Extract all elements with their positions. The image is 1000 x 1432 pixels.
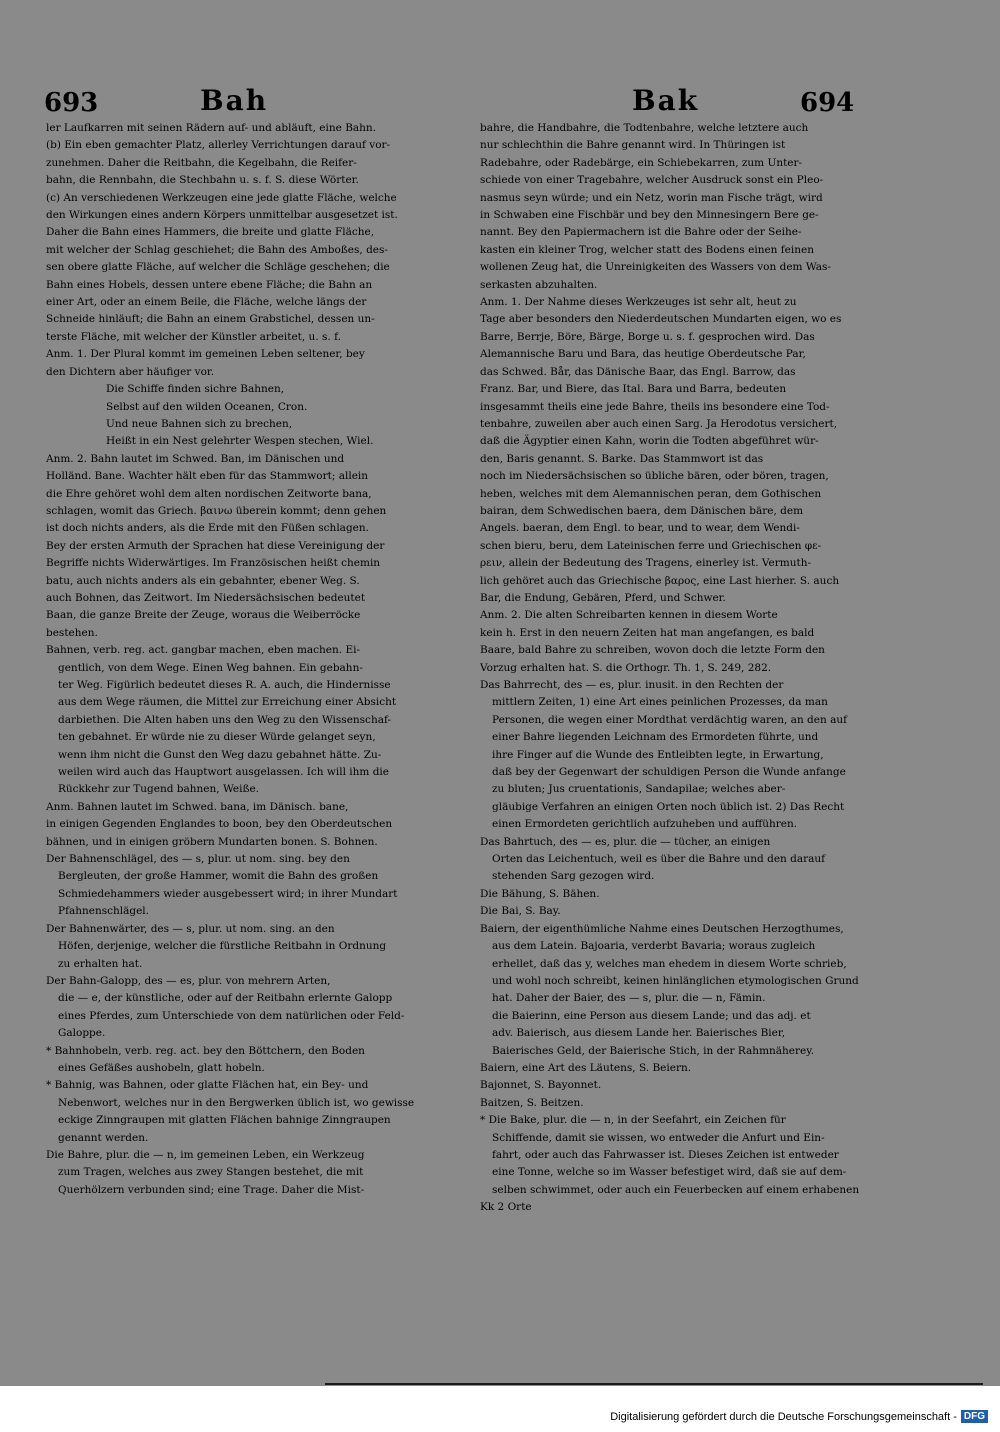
text-line: Die Bai, S. Bay. — [480, 905, 561, 918]
text-line: schen bieru, beru, dem Lateinischen ferre und Griechischen φε- — [480, 539, 822, 552]
text-line: Baiern, der eigenthümliche Nahme eines Deutschen Herzogthumes, — [480, 922, 844, 935]
text-line: kein h. Erst in den neuern Zeiten hat man angefangen, es bald — [480, 626, 815, 639]
text-line: Anm. 1. Der Plural kommt im gemeinen Leben seltener, bey — [46, 348, 365, 361]
text-line: Rückkehr zur Tugend bahnen, Weiße. — [58, 783, 260, 796]
text-line: * Bahnhobeln, verb. reg. act. bey den Böttchern, den Boden — [46, 1044, 365, 1057]
text-line: Baierisches Geld, der Baierische Stich, in der Rahmnäherey. — [492, 1044, 815, 1057]
text-line: Die Schiffe finden sichre Bahnen, — [106, 383, 285, 396]
text-line: daß die Ägyptier einen Kahn, worin die Todten abgeführet wür- — [480, 435, 819, 448]
text-line: mit welcher der Schlag geschiehet; die Bahn des Amboßes, des- — [46, 243, 388, 256]
footer-credit-bar — [610, 1410, 988, 1423]
text-line: Das Bahrrecht, des — es, plur. inusit. in den Rechten der — [480, 679, 784, 691]
text-line: stehenden Sarg gezogen wird. — [492, 870, 655, 883]
text-line: Selbst auf den wilden Oceanen, Cron. — [106, 400, 308, 413]
text-line: lich gehöret auch das Griechische βαρος, eine Last hierher. S. auch — [480, 574, 840, 587]
text-line: aus dem Latein. Bajoaria, verderbt Bavaria; woraus zugleich — [492, 940, 816, 953]
text-line: in einigen Gegenden Englandes to boon, bey den Oberdeutschen — [46, 818, 393, 831]
text-line: fahrt, oder auch das Fahrwasser ist. Dieses Zeichen ist entweder — [492, 1148, 839, 1161]
text-line: schiede von einer Tragebahre, welcher Ausdruck sonst ein Pleo- — [480, 174, 824, 187]
text-line: Franz. Bar, und Biere, das Ital. Bara und Barra, bedeuten — [480, 383, 787, 396]
text-line: (c) An verschiedenen Werkzeugen eine jede glatte Fläche, welche — [46, 191, 397, 204]
right-page-number: 694 — [800, 88, 855, 118]
text-line: einer Art, oder an einem Beile, die Fläche, welche längs der — [46, 296, 367, 309]
text-line: Anm. Bahnen lautet im Schwed. bana, im Dänisch. bane, — [46, 800, 349, 813]
text-line: * Bahnig, was Bahnen, oder glatte Flächen hat, ein Bey- und — [46, 1079, 369, 1092]
text-line: ter Weg. Figürlich bedeutet dieses R. A. auch, die Hindernisse — [58, 679, 391, 691]
text-line: Galoppe. — [58, 1027, 106, 1040]
text-line: in Schwaben eine Fischbär und bey den Minnesingern Bere ge- — [480, 209, 819, 222]
text-line: daß bey der Gegenwart der schuldigen Person die Wunde anfange — [492, 766, 846, 779]
text-line: terste Fläche, mit welcher der Künstler arbeitet, u. s. f. — [46, 330, 341, 343]
text-line: Personen, die wegen einer Mordthat verdächtig waren, an den auf — [492, 713, 847, 726]
text-line: Bajonnet, S. Bayonnet. — [480, 1079, 602, 1092]
text-line: den Dichtern aber häufiger vor. — [46, 365, 215, 378]
text-line: zum Tragen, welches aus zwey Stangen bestehet, die mit — [58, 1166, 364, 1179]
text-line: ten gebahnet. Er würde nie zu dieser Würde gelanget seyn, — [58, 731, 376, 744]
text-line: und wohl noch schreibt, keinen hinlänglichen etymologischen Grund — [492, 974, 859, 987]
text-line: den, Baris genannt. S. Barke. Das Stammwort ist das — [480, 452, 764, 465]
right-head-word: Bak — [632, 84, 700, 117]
text-line: bestehen. — [46, 626, 98, 639]
text-line: Anm. 2. Die alten Schreibarten kennen in diesem Worte — [480, 609, 778, 622]
text-line: noch im Niedersächsischen so übliche bären, oder bören, tragen, — [480, 470, 829, 483]
text-line: Höfen, derjenige, welcher die fürstliche Reitbahn in Ordnung — [58, 940, 387, 953]
text-line: zu erhalten hat. — [58, 957, 143, 970]
text-line: Anm. 1. Der Nahme dieses Werkzeuges ist sehr alt, heut zu — [480, 296, 797, 309]
text-line: Angels. baeran, dem Engl. to bear, und to wear, dem Wendi- — [480, 522, 800, 535]
text-line: schlagen, womit das Griech. βαινω überein kommt; denn gehen — [46, 504, 387, 517]
text-line: Baare, bald Bahre zu schreiben, wovon doch die letzte Form den — [480, 644, 825, 657]
text-line: ihre Finger auf die Wunde des Entleibten legte, in Erwartung, — [492, 748, 824, 761]
text-line: nur schlechthin die Bahre genannt wird. In Thüringen ist — [480, 139, 786, 152]
text-line: Das Bahrtuch, des — es, plur. die — tücher, an einigen — [480, 835, 771, 848]
text-line: das Schwed. Bår, das Dänische Baar, das Engl. Barrow, das — [480, 365, 796, 378]
text-line: Bergleuten, der große Hammer, womit die Bahn des großen — [58, 870, 379, 883]
text-line: Nebenwort, welches nur in den Bergwerken üblich ist, wo gewisse — [58, 1096, 415, 1109]
dfg-logo: DFG — [961, 1410, 988, 1423]
text-line: zu bluten; Jus cruentationis, Sandapilae; welches aber- — [492, 783, 786, 796]
text-line: Tage aber besonders den Niederdeutschen Mundarten eigen, wo es — [480, 313, 842, 326]
text-line: eines Gefäßes aushobeln, glatt hobeln. — [58, 1061, 265, 1074]
text-line: aus dem Wege räumen, die Mittel zur Erreichung einer Absicht — [58, 696, 397, 709]
text-line: ist doch nichts anders, als die Erde mit den Füßen schlagen. — [46, 522, 369, 535]
text-line: sen obere glatte Fläche, auf welcher die Schläge geschehen; die — [46, 261, 390, 274]
text-line: mittlern Zeiten, 1) eine Art eines peinlichen Prozesses, da man — [492, 696, 828, 709]
text-line: wollenen Zeug hat, die Unreinigkeiten des Wassers von dem Was- — [480, 261, 831, 274]
text-line: adv. Baierisch, aus diesem Lande her. Baierisches Bier, — [492, 1027, 786, 1040]
text-line: Pfahnenschlägel. — [58, 905, 149, 918]
text-line: Baan, die ganze Breite der Zeuge, woraus die Weiberröcke — [46, 609, 361, 622]
text-line: Anm. 2. Bahn lautet im Schwed. Ban, im Dänischen und — [46, 452, 345, 465]
text-line: eines Pferdes, zum Unterschiede von dem natürlichen oder Feld- — [58, 1009, 405, 1022]
text-line: Baitzen, S. Beitzen. — [480, 1096, 584, 1109]
text-line: Bahnen, verb. reg. act. gangbar machen, eben machen. Ei- — [46, 644, 361, 657]
text-line: hat. Daher der Baier, des — s, plur. die — n, Fämin. — [492, 992, 766, 1005]
text-line: Querhölzern verbunden sind; eine Trage. Daher die Mist- — [58, 1183, 365, 1196]
text-line: Radebahre, oder Radebärge, ein Schiebekarren, zum Unter- — [480, 156, 803, 169]
text-line: Heißt in ein Nest gelehrter Wespen stechen, Wiel. — [106, 435, 374, 448]
text-line: Begriffe nichts Widerwärtiges. Im Französischen heißt chemin — [46, 557, 381, 570]
text-line: den Wirkungen eines andern Körpers unmittelbar ausgesetzet ist. — [46, 209, 398, 222]
left-head-word: Bah — [200, 84, 269, 117]
text-line: Der Bahn-Galopp, des — es, plur. von mehrern Arten, — [46, 974, 331, 987]
text-line: erhellet, daß das y, welches man ehedem in diesem Worte schrieb, — [492, 957, 847, 970]
footer-credit-text: Digitalisierung gefördert durch die Deutsche Forschungsgemeinschaft - — [610, 1410, 957, 1423]
text-line: Vorzug erhalten hat. S. die Orthogr. Th. 1, S. 249, 282. — [480, 661, 772, 674]
left-text-column — [46, 120, 464, 1199]
text-line: die Baierinn, eine Person aus diesem Lande; und das adj. et — [492, 1009, 811, 1022]
text-line: bähnen, und in einigen gröbern Mundarten bonen. S. Bohnen. — [46, 835, 378, 848]
text-line: bahre, die Handbahre, die Todtenbahre, welche letztere auch — [480, 122, 809, 134]
text-line: batu, auch nichts anders als ein gebahnter, ebener Weg. S. — [46, 574, 360, 587]
text-line: wenn ihm nicht die Gunst den Weg dazu gebahnet hätte. Zu- — [58, 748, 382, 761]
text-line: nasmus seyn würde; und ein Netz, worin man Fische trägt, wird — [480, 191, 823, 204]
text-line: serkasten abzuhalten. — [480, 278, 598, 291]
text-line: Holländ. Bane. Wachter hält eben für das Stammwort; allein — [46, 470, 369, 483]
text-line: tenbahre, zuweilen aber auch einen Sarg. Ja Herodotus versichert, — [480, 417, 838, 430]
text-line: Alemannische Baru und Bara, das heutige Oberdeutsche Par, — [480, 348, 806, 361]
text-line: Bahn eines Hobels, dessen untere ebene Fläche; die Bahn an — [46, 278, 373, 291]
text-line: ρειν, allein der Bedeutung des Tragens, einerley ist. Vermuth- — [480, 557, 812, 570]
right-text-column — [480, 120, 898, 1217]
text-line: genannt werden. — [58, 1131, 149, 1144]
text-line: einer Bahre liegenden Leichnam des Ermordeten führte, und — [492, 731, 819, 744]
text-line: die — e, der künstliche, oder auf der Reitbahn erlernte Galopp — [58, 992, 393, 1005]
text-line: eckige Zinngraupen mit glatten Flächen bahnige Zinngraupen — [58, 1114, 391, 1127]
text-line: eine Tonne, welche so im Wasser befestiget wird, daß sie auf dem- — [492, 1166, 847, 1179]
text-line: insgesammt theils eine jede Bahre, theils ins besondere eine Tod- — [480, 400, 830, 413]
text-line: Bar, die Endung, Gebären, Pferd, und Schwer. — [480, 591, 726, 604]
text-line: * Die Bake, plur. die — n, in der Seefahrt, ein Zeichen für — [480, 1114, 786, 1127]
text-line: kasten ein kleiner Trog, welcher statt des Bodens einen feinen — [480, 243, 814, 256]
left-page-number: 693 — [44, 88, 99, 118]
text-line: gläubige Verfahren an einigen Orten noch üblich ist. 2) Das Recht — [492, 800, 845, 813]
text-line: einen Ermordeten gerichtlich aufzuheben und aufführen. — [492, 818, 798, 831]
text-line: Der Bahnenwärter, des — s, plur. ut nom. sing. an den — [46, 922, 335, 935]
text-line: Daher die Bahn eines Hammers, die breite und glatte Fläche, — [46, 226, 375, 239]
text-line: Der Bahnenschlägel, des — s, plur. ut nom. sing. bey den — [46, 853, 350, 866]
text-line: Und neue Bahnen sich zu brechen, — [106, 417, 293, 430]
text-line: Bey der ersten Armuth der Sprachen hat diese Vereinigung der — [46, 539, 385, 552]
bottom-rule — [325, 1383, 983, 1385]
text-line: Kk 2 Orte — [480, 1201, 532, 1214]
text-line: Schneide hinläuft; die Bahn an einem Grabstichel, dessen un- — [46, 313, 375, 326]
text-line: bahn, die Rennbahn, die Stechbahn u. s. f. S. diese Wörter. — [46, 174, 359, 187]
text-line: weilen wird auch das Hauptwort ausgelassen. Ich will ihm die — [58, 766, 390, 779]
text-line: Die Bahre, plur. die — n, im gemeinen Leben, ein Werkzeug — [46, 1148, 365, 1161]
text-line: Baiern, eine Art des Läutens, S. Beiern. — [480, 1061, 692, 1074]
text-line: zunehmen. Daher die Reitbahn, die Kegelbahn, die Reifer- — [46, 156, 357, 169]
text-line: Orten das Leichentuch, weil es über die Bahre und den darauf — [492, 853, 826, 866]
text-line: die Ehre gehöret wohl dem alten nordischen Zeitworte bana, — [46, 487, 372, 500]
text-line: Die Bähung, S. Bähen. — [480, 887, 600, 900]
text-line: darbiethen. Die Alten haben uns den Weg zu den Wissenschaf- — [58, 713, 392, 726]
text-line: heben, welches mit dem Alemannischen peran, dem Gothischen — [480, 487, 822, 500]
text-line: Schiffende, damit sie wissen, wo entweder die Anfurt und Ein- — [492, 1131, 825, 1144]
text-line: Barre, Berrje, Böre, Bärge, Borge u. s. f. gesprochen wird. Das — [480, 330, 815, 343]
text-line: selben schwimmet, oder auch ein Feuerbecken auf einem erhabenen — [492, 1183, 860, 1196]
text-line: nannt. Bey den Papiermachern ist die Bahre oder der Seihe- — [480, 226, 802, 239]
text-line: (b) Ein eben gemachter Platz, allerley Verrichtungen darauf vor- — [46, 139, 391, 152]
text-line: Schmiedehammers wieder ausgebessert wird; in ihrer Mundart — [58, 887, 398, 900]
text-line: gentlich, von dem Wege. Einen Weg bahnen. Ein gebahn- — [58, 661, 363, 674]
text-line: ler Laufkarren mit seinen Rädern auf- und abläuft, eine Bahn. — [46, 122, 377, 134]
text-line: bairan, dem Schwedischen baera, dem Dänischen bäre, dem — [480, 504, 804, 517]
text-line: auch Bohnen, das Zeitwort. Im Niedersächsischen bedeutet — [46, 591, 366, 604]
